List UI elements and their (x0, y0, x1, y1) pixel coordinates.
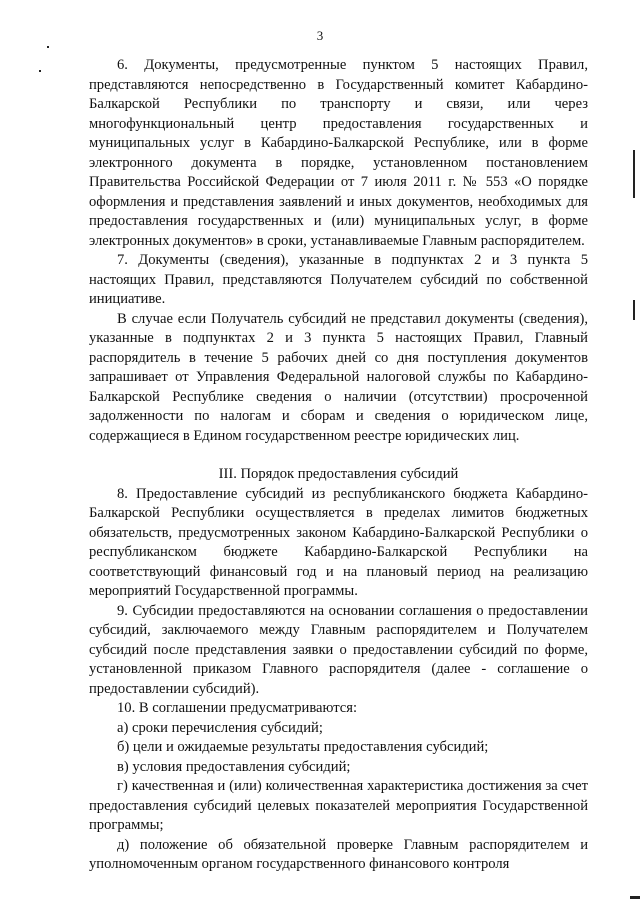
section-heading: III. Порядок предоставления субсидий (218, 466, 459, 482)
paragraph-6: 6. Документы, предусмотренные пунктом 5 настоящих Правил, представляются непосредственно в Государственный комитет Кабардино-Балкарской Республики по транспорту и связи, или через многофункциональный центр предоставления государственных и муниципальных услуг в Кабардино-Балкарской Республике, или в форме электронного документа в порядке, установленном постановлением Правительства Российской Федерации от 7 июля 2011 г. № 553 «О порядке оформления и представления заявлений и иных документов, необходимых для предоставления государственных и (или) муниципальных услуг, в форме электронных документов» в сроки, устанавливаемые Главным распорядителем. (89, 57, 588, 249)
list-item-v: в) условия предоставления субсидий; (117, 758, 351, 775)
page-number: 3 (316, 28, 324, 43)
list-item-g: г) качественная и (или) количественная характеристика достижения за счет предоставления субсидий целевых показателей мероприятия Государственной программы; (89, 778, 588, 833)
paragraph-7: 7. Документы (сведения), указанные в подпунктах 2 и 3 пункта 5 настоящих Правил, представляются Получателем субсидий по собственной инициативе. (89, 252, 588, 307)
scan-mark (633, 300, 635, 320)
paragraph-8: 8. Предоставление субсидий из республиканского бюджета Кабардино-Балкарской Республики осуществляется в пределах лимитов бюджетных обязательств, предусмотренных законом Кабардино-Балкарской Республики о республиканском бюджете Кабардино-Балкарской Республики на соответствующий финансовый год и на плановый период на реализацию мероприятий Государственной программы. (89, 485, 588, 599)
paragraph-7-continued: В случае если Получатель субсидий не представил документы (сведения), указанные в подпунктах 2 и 3 пункта 5 настоящих Правил, Главный распорядитель в течение 5 рабочих дней со дня поступления документов запрашивает от Управления Федеральной налоговой службы по Кабардино-Балкарской Республике сведения о наличии (отсутствии) просроченной задолженности по налогам и сборам и сведения о юридическом лице, содержащиеся в Едином государственном реестре юридических лиц. (89, 310, 588, 444)
scan-mark (47, 46, 49, 48)
scan-mark (39, 70, 41, 72)
scan-mark (630, 896, 640, 899)
list-item-d: д) положение об обязательной проверке Главным распорядителем и уполномоченным органом государственного финансового контроля (89, 836, 588, 872)
scan-mark (633, 150, 635, 198)
document-body (89, 56, 588, 875)
paragraph-10: 10. В соглашении предусматриваются: (117, 700, 358, 716)
paragraph-9: 9. Субсидии предоставляются на основании соглашения о предоставлении субсидий, заключаемого между Главным распорядителем и Получателем субсидий после представления заявки о предоставлении субсидий по форме, установленной приказом Главного распорядителя (далее - соглашение о предоставлении субсидий). (89, 602, 588, 697)
list-item-b: б) цели и ожидаемые результаты предоставления субсидий; (117, 739, 489, 755)
list-item-a: а) сроки перечисления субсидий; (117, 719, 323, 736)
